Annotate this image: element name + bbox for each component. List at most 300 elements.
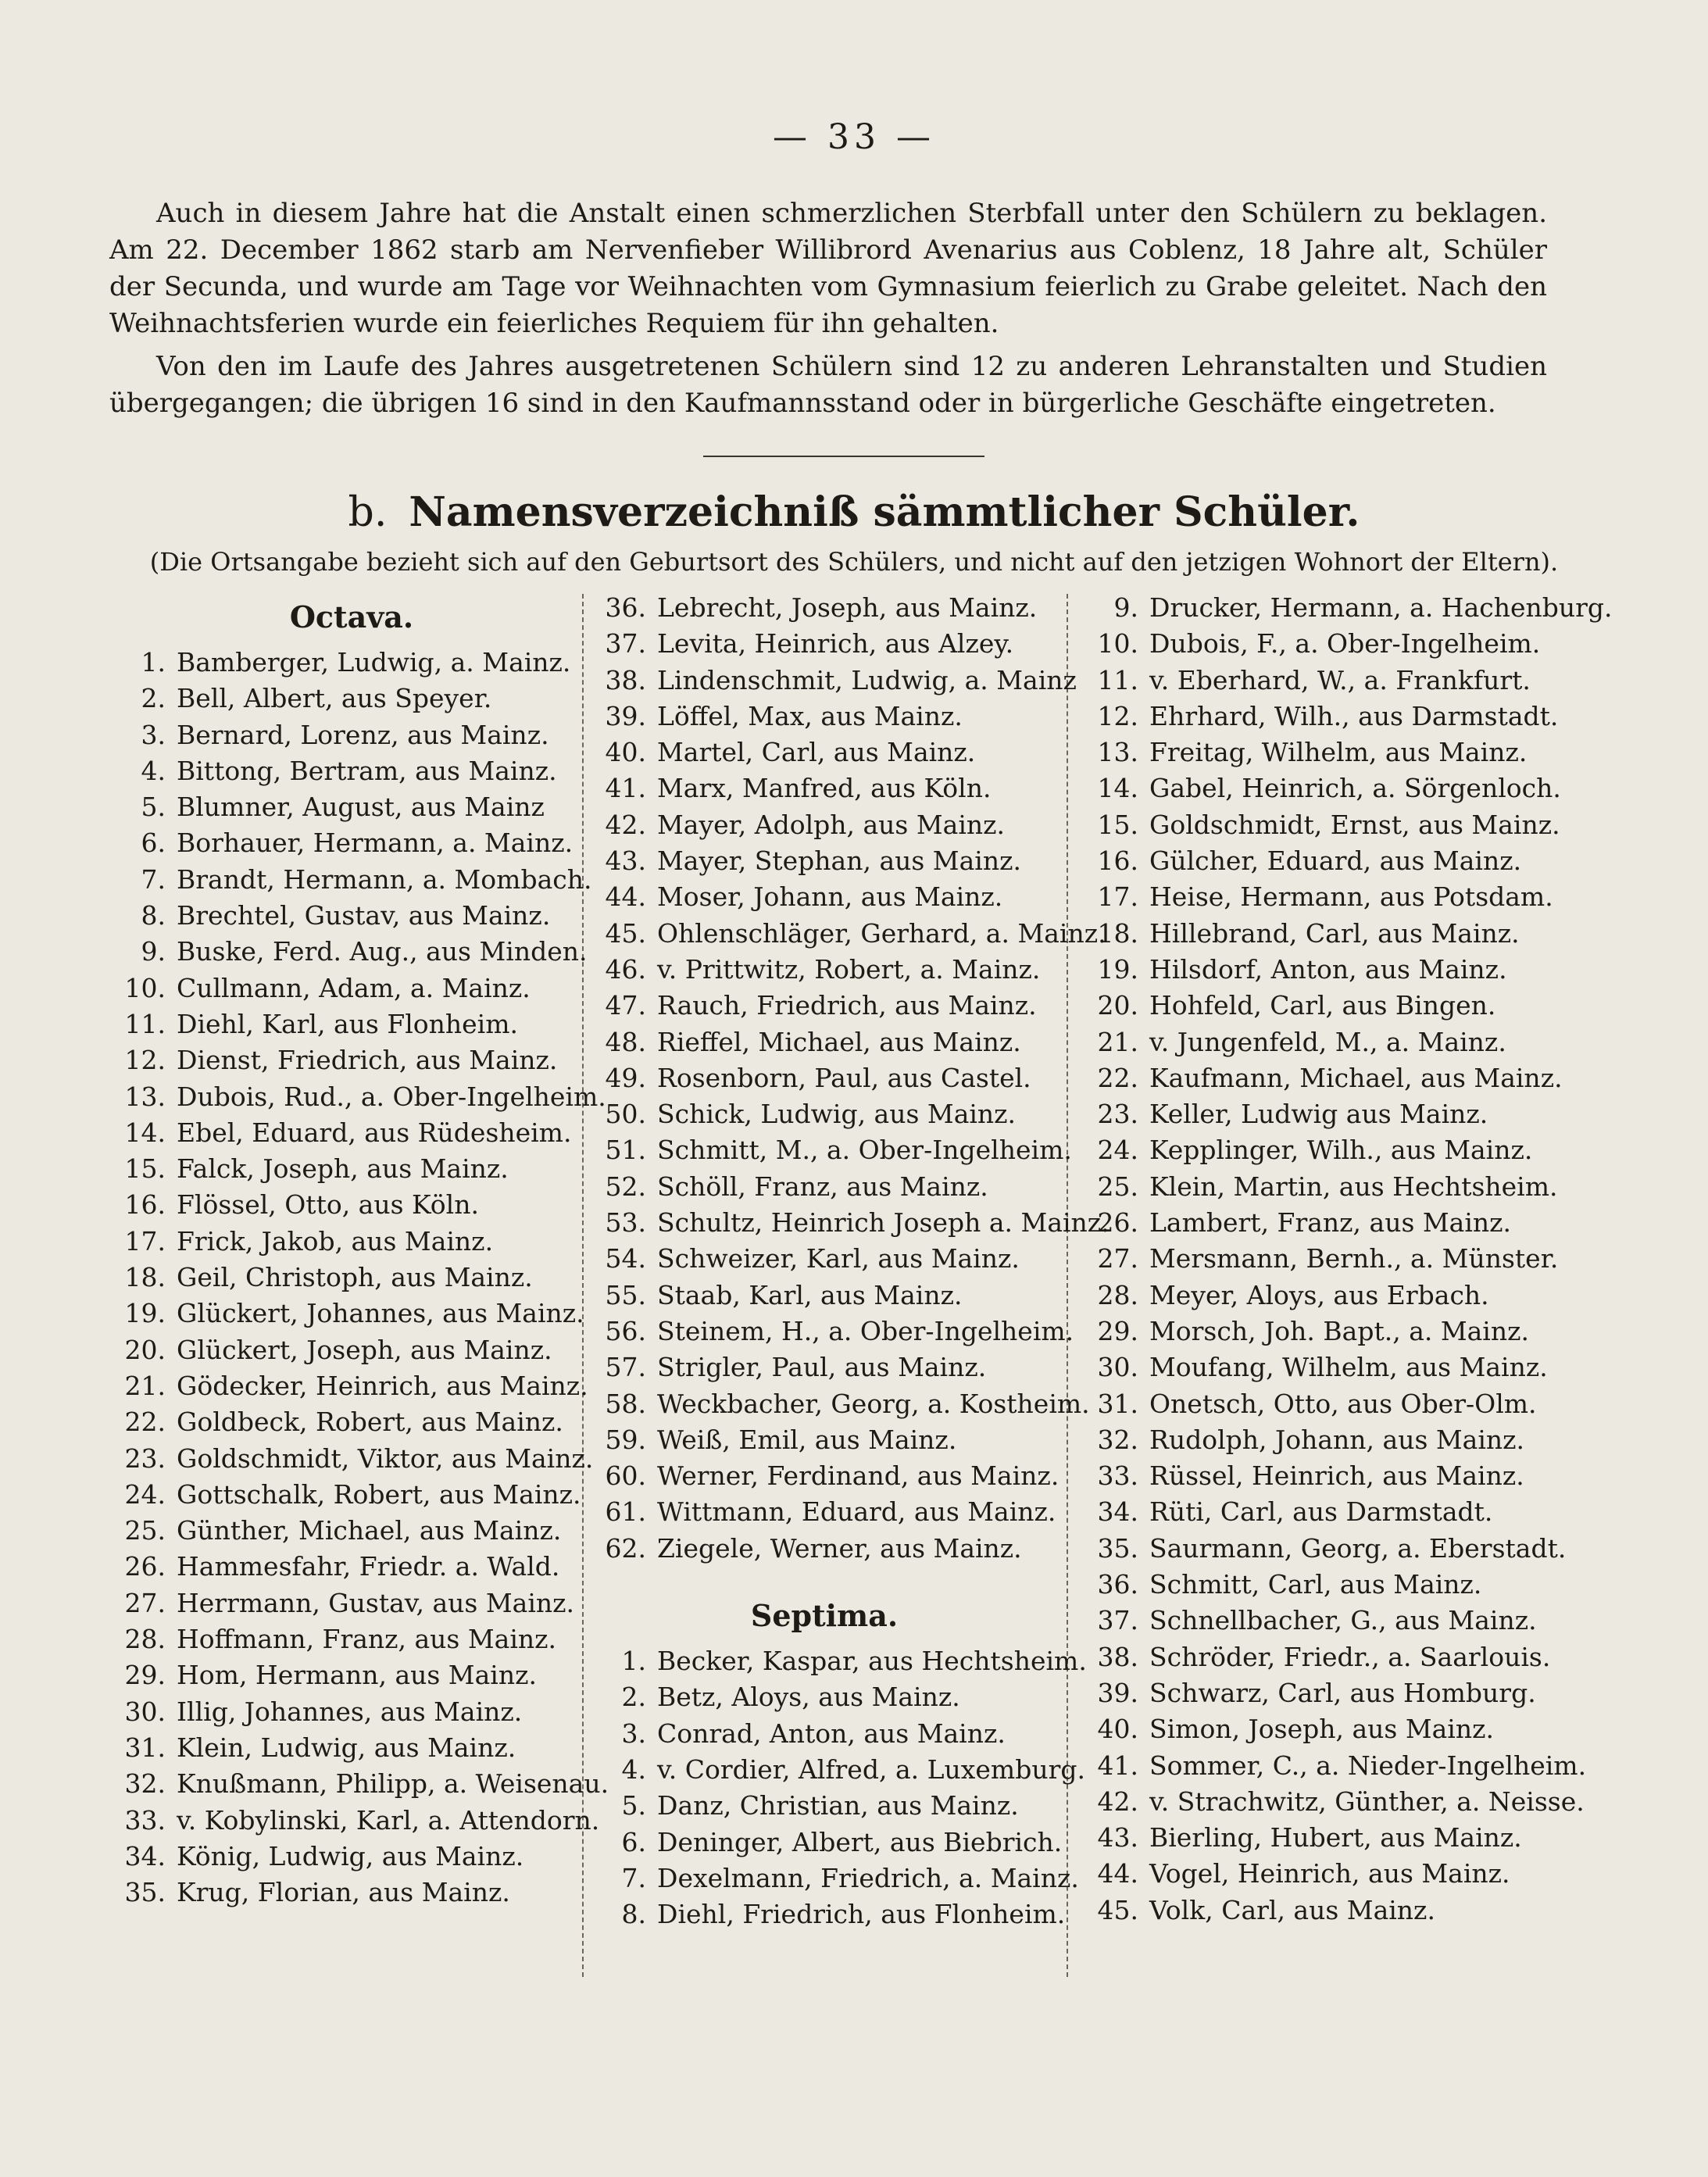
student-number: 8. [141,900,166,931]
section-title: Namensverzeichniß sämmtlicher Schüler. [409,488,1360,536]
student-entry [598,1896,1066,1932]
student-entry [117,1766,609,1802]
student-name: Knußmann, Philipp, a. Weisenau. [177,1768,609,1800]
student-number: 35. [124,1877,166,1908]
student-number: 32. [124,1768,166,1800]
student-number: 5. [621,1790,646,1821]
section-heading [0,488,1708,536]
student-name: Ebel, Eduard, aus Rüdesheim. [177,1117,572,1148]
student-name: Rudolph, Johann, aus Mainz. [1149,1424,1525,1455]
student-number: 16. [124,1189,166,1221]
student-name: Ohlenschläger, Gerhard, a. Mainz. [657,917,1106,949]
student-name: Sommer, C., a. Nieder-Ingelheim. [1149,1750,1587,1781]
student-number: 24. [124,1478,166,1510]
student-name: Schöll, Franz, aus Mainz. [657,1171,988,1202]
student-entry [1090,988,1574,1024]
student-number: 44. [1097,1858,1138,1889]
student-number: 62. [605,1532,646,1564]
septima-list-continued [1090,590,1613,1929]
student-name: Onetsch, Otto, aus Ober-Olm. [1149,1388,1537,1419]
student-name: Schwarz, Carl, aus Homburg. [1149,1677,1536,1708]
octava-list-continued [598,590,1109,1567]
student-entry [1090,1893,1574,1929]
student-number: 12. [124,1045,166,1076]
student-entry [1090,1169,1574,1205]
student-entry [1090,1820,1574,1856]
student-entry [598,1205,1109,1241]
student-name: Rosenborn, Paul, aus Castel. [657,1062,1031,1093]
student-name: Kaufmann, Michael, aus Mainz. [1149,1062,1563,1093]
student-name: Kepplinger, Wilh., aus Mainz. [1149,1135,1533,1166]
student-name: Krug, Florian, aus Mainz. [177,1877,510,1908]
student-entry [117,717,586,753]
student-entry [598,1494,1056,1530]
student-number: 36. [605,592,646,623]
student-name: Meyer, Aloys, aus Erbach. [1149,1279,1489,1310]
student-number: 17. [1097,881,1138,913]
student-number: 11. [124,1008,166,1039]
student-entry [117,1115,586,1151]
student-number: 27. [1097,1243,1138,1274]
student-number: 15. [124,1153,166,1185]
student-name: Klein, Martin, aus Hechtsheim. [1149,1171,1558,1202]
student-number: 49. [605,1062,646,1093]
student-entry [598,1422,1051,1458]
student-number: 27. [124,1587,166,1618]
student-number: 5. [141,792,166,823]
student-entry [1090,735,1574,770]
student-entry [1090,1711,1574,1747]
student-number: 8. [621,1899,646,1930]
student-name: Mayer, Stephan, aus Mainz. [657,845,1021,877]
student-number: 26. [1097,1207,1138,1239]
student-number: 23. [124,1442,166,1474]
student-number: 37. [605,628,646,660]
student-entry [117,1368,586,1404]
student-name: Gabel, Heinrich, a. Sörgenloch. [1149,773,1561,804]
student-entry [598,770,1051,806]
student-entry [598,1386,1090,1422]
student-name: Staab, Karl, aus Mainz. [657,1279,963,1310]
student-name: Bittong, Bertram, aus Mainz. [177,755,557,786]
student-name: Hammesfahr, Friedr. a. Wald. [177,1551,560,1582]
student-entry [598,1169,1051,1205]
student-number: 4. [621,1753,646,1785]
student-number: 19. [1097,953,1138,985]
student-entry [1090,1278,1574,1314]
student-entry [1090,1314,1574,1349]
student-name: Löffel, Max, aus Mainz. [657,700,963,731]
student-entry [1090,916,1574,952]
student-number: 45. [605,917,646,949]
student-name: Frick, Jakob, aus Mainz. [177,1225,494,1257]
student-number: 26. [124,1551,166,1582]
student-number: 59. [605,1424,646,1455]
student-number: 28. [1097,1279,1138,1310]
student-name: Buske, Ferd. Aug., aus Minden. [177,936,588,967]
student-entry [598,1861,1079,1896]
student-name: Heise, Hermann, aus Potsdam. [1149,881,1553,913]
student-name: Dubois, Rud., a. Ober-Ingelheim. [177,1081,606,1112]
student-number: 32. [1097,1424,1138,1455]
student-name: Lebrecht, Joseph, aus Mainz. [657,592,1038,623]
student-number: 34. [1097,1496,1138,1528]
student-name: Hillebrand, Carl, aus Mainz. [1149,917,1520,949]
student-name: Diehl, Karl, aus Flonheim. [177,1008,519,1039]
student-entry [117,1875,586,1911]
student-name: Keller, Ludwig aus Mainz. [1149,1099,1488,1130]
student-entry [117,1332,586,1368]
intro-text [109,195,1547,428]
student-entry [117,1224,586,1260]
student-entry [117,825,586,861]
student-name: Weiß, Emil, aus Mainz. [657,1424,957,1455]
student-number: 29. [1097,1315,1138,1346]
student-name: Glückert, Johannes, aus Mainz. [177,1298,584,1329]
student-entry [1090,1205,1574,1241]
student-entry [117,862,592,898]
student-number: 20. [124,1334,166,1365]
student-entry [598,699,1051,735]
student-entry [1090,1784,1585,1820]
student-entry [1090,1603,1574,1639]
student-entry [598,916,1106,952]
student-number: 42. [1097,1786,1138,1817]
student-entry [1090,699,1574,735]
student-number: 19. [124,1298,166,1329]
student-name: Mayer, Adolph, aus Mainz. [657,809,1006,840]
student-number: 1. [621,1646,646,1677]
student-number: 42. [605,809,646,840]
student-number: 43. [605,845,646,877]
student-entry [1090,1748,1587,1784]
student-name: Weckbacher, Georg, a. Kostheim. [657,1388,1090,1419]
student-number: 61. [605,1496,646,1528]
student-name: Conrad, Anton, aus Mainz. [657,1718,1006,1749]
student-entry [598,1531,1051,1567]
student-number: 39. [1097,1677,1138,1708]
student-entry [598,626,1051,662]
student-entry [1090,1856,1574,1892]
student-entry [1090,663,1574,699]
student-number: 22. [124,1407,166,1438]
student-entry [598,1132,1072,1168]
student-name: Dienst, Friedrich, aus Mainz. [177,1045,558,1076]
student-entry [1090,1349,1574,1385]
student-entry [598,1643,1087,1679]
student-number: 14. [1097,773,1138,804]
student-name: Wittmann, Eduard, aus Mainz. [657,1496,1056,1528]
student-name: Saurmann, Georg, a. Eberstadt. [1149,1532,1567,1564]
student-entry [117,1296,586,1332]
section-divider [703,456,984,457]
student-name: v. Strachwitz, Günther, a. Neisse. [1149,1786,1585,1817]
student-name: Mersmann, Bernh., a. Münster. [1149,1243,1559,1274]
student-entry [117,1477,586,1513]
student-entry [598,1349,1051,1385]
student-entry [117,934,586,970]
student-number: 33. [1097,1460,1138,1492]
student-name: Blumner, August, aus Mainz [177,792,545,823]
student-name: Rieffel, Michael, aus Mainz. [657,1026,1021,1057]
student-entry [598,1060,1051,1096]
student-number: 23. [1097,1099,1138,1130]
student-entry [117,789,586,825]
student-number: 36. [1097,1569,1138,1600]
student-entry [117,971,586,1006]
student-entry [1090,1639,1574,1675]
student-name: Goldbeck, Robert, aus Mainz. [177,1407,563,1438]
student-number: 22. [1097,1062,1138,1093]
student-entry [117,1260,586,1296]
student-name: Goldschmidt, Viktor, aus Mainz. [177,1442,594,1474]
student-name: Rüssel, Heinrich, aus Mainz. [1149,1460,1524,1492]
student-name: Brechtel, Gustav, aus Mainz. [177,900,551,931]
section-letter: b. [348,489,388,536]
student-number: 21. [1097,1026,1138,1057]
student-entry [1090,1422,1574,1458]
student-number: 30. [1097,1352,1138,1383]
student-name: Hom, Hermann, aus Mainz. [177,1660,537,1691]
student-name: Illig, Johannes, aus Mainz. [177,1696,523,1727]
student-number: 38. [1097,1641,1138,1672]
student-entry [117,1042,586,1078]
student-number: 51. [605,1135,646,1166]
student-name: v. Eberhard, W., a. Frankfurt. [1149,664,1531,695]
student-name: Volk, Carl, aus Mainz. [1149,1894,1435,1925]
section-note: (Die Ortsangabe bezieht sich auf den Geburtsort des Schülers, und nicht auf den jetzigen Wohnort der Eltern). [149,547,1559,577]
student-entry [1090,626,1574,662]
student-entry [1090,1567,1574,1603]
student-number: 39. [605,700,646,731]
student-entry [117,1187,586,1223]
student-name: Bell, Albert, aus Speyer. [177,683,492,714]
student-number: 35. [1097,1532,1138,1564]
student-entry [117,1585,586,1621]
student-entry [1090,1531,1574,1567]
student-name: Hoffmann, Franz, aus Mainz. [177,1624,557,1655]
student-name: Bamberger, Ludwig, a. Mainz. [177,647,571,677]
student-name: Moufang, Wilhelm, aus Mainz. [1149,1352,1548,1383]
student-number: 9. [1113,592,1138,623]
student-number: 6. [141,828,166,859]
student-number: 57. [605,1352,646,1383]
student-name: Schmitt, Carl, aus Mainz. [1149,1569,1482,1600]
student-entry [117,645,586,681]
student-entry [117,1404,586,1440]
student-name: v. Jungenfeld, M., a. Mainz. [1149,1026,1506,1057]
octava-list [117,645,609,1911]
student-number: 55. [605,1279,646,1310]
student-number: 24. [1097,1135,1138,1166]
page-number: — 33 — [773,117,935,157]
student-number: 46. [605,953,646,985]
student-number: 47. [605,990,646,1021]
student-entry [598,735,1051,770]
student-number: 50. [605,1099,646,1130]
student-name: Marx, Manfred, aus Köln. [657,773,992,804]
student-entry [117,1621,586,1657]
student-number: 52. [605,1171,646,1202]
intro-paragraph: Auch in diesem Jahre hat die Anstalt einen schmerzlichen Sterbfall unter den Schülern zu beklagen. Am 22. December 1862 starb am Nervenfieber Willibrord Avenarius aus Coblenz, 18 Jahre alt, Schüler der Secunda, und wurde am Tage vor Weihnachten vom Gymnasium feierlich zu Grabe geleitet. Nach den Weihnachtsferien wurde ein feierliches Requiem für ihn gehalten. [109,198,1547,339]
student-entry [598,952,1051,988]
student-name: Cullmann, Adam, a. Mainz. [177,972,531,1003]
student-name: Rauch, Friedrich, aus Mainz. [657,990,1037,1021]
student-entry [117,753,586,789]
student-entry [117,1694,586,1730]
student-entry [598,879,1051,915]
student-entry [598,1752,1085,1788]
student-entry [598,1096,1051,1132]
student-name: Betz, Aloys, aus Mainz. [657,1682,960,1713]
student-name: Drucker, Hermann, a. Hachenburg. [1149,592,1613,623]
student-number: 3. [621,1718,646,1749]
student-name: Vogel, Heinrich, aus Mainz. [1149,1858,1510,1889]
student-name: Glückert, Joseph, aus Mainz. [177,1334,552,1365]
student-name: Gülcher, Eduard, aus Mainz. [1149,845,1522,877]
student-name: Hohfeld, Carl, aus Bingen. [1149,990,1496,1021]
student-entry [598,1314,1074,1349]
student-entry [598,1024,1051,1060]
student-name: Deninger, Albert, aus Biebrich. [657,1826,1063,1857]
septima-list [598,1643,1087,1932]
student-entry [117,1441,594,1477]
student-number: 28. [124,1624,166,1655]
student-name: Schnellbacher, G., aus Mainz. [1149,1605,1537,1636]
student-name: König, Ludwig, aus Mainz. [177,1840,524,1871]
student-number: 38. [605,664,646,695]
student-number: 13. [124,1081,166,1112]
student-number: 12. [1097,700,1138,731]
student-number: 33. [124,1804,166,1836]
student-entry [598,843,1051,879]
student-number: 43. [1097,1822,1138,1853]
student-number: 48. [605,1026,646,1057]
student-entry [598,1788,1051,1824]
student-number: 54. [605,1243,646,1274]
student-name: Martel, Carl, aus Mainz. [657,737,976,768]
student-number: 60. [605,1460,646,1492]
student-number: 25. [124,1515,166,1546]
student-number: 31. [1097,1388,1138,1419]
student-number: 16. [1097,845,1138,877]
student-entry [117,1803,600,1839]
student-name: Simon, Joseph, aus Mainz. [1149,1714,1494,1745]
student-name: Schultz, Heinrich Joseph a. Mainz. [657,1207,1109,1239]
student-name: Schmitt, M., a. Ober-Ingelheim. [657,1135,1072,1166]
student-number: 34. [124,1840,166,1871]
student-entry [117,1730,586,1766]
student-name: Dexelmann, Friedrich, a. Mainz. [657,1862,1079,1893]
student-name: Strigler, Paul, aus Mainz. [657,1352,987,1383]
student-name: Werner, Ferdinand, aus Mainz. [657,1460,1059,1492]
student-name: Diehl, Friedrich, aus Flonheim. [657,1899,1066,1930]
student-name: Morsch, Joh. Bapt., a. Mainz. [1149,1315,1529,1346]
student-name: Goldschmidt, Ernst, aus Mainz. [1149,809,1560,840]
student-entry [1090,1458,1574,1494]
student-entry [1090,952,1574,988]
student-name: Flössel, Otto, aus Köln. [177,1189,479,1221]
student-entry [1090,807,1574,843]
intro-paragraph: Von den im Laufe des Jahres ausgetretenen Schülern sind 12 zu anderen Lehranstalten und Studien übergegangen; die übrigen 16 sind in den Kaufmannsstand oder in bürgerliche Geschäfte eingetreten. [109,351,1547,419]
student-name: v. Kobylinski, Karl, a. Attendorn. [177,1804,600,1836]
student-entry [117,1006,586,1042]
column-2 [598,590,1109,1981]
student-name: Levita, Heinrich, aus Alzey. [657,628,1014,660]
student-number: 2. [621,1682,646,1713]
student-name: Geil, Christoph, aus Mainz. [177,1262,533,1293]
student-name: Schröder, Friedr., a. Saarlouis. [1149,1641,1551,1672]
student-name: Gödecker, Heinrich, aus Mainz. [177,1370,588,1401]
student-entry [117,1839,586,1875]
student-number: 25. [1097,1171,1138,1202]
student-name: Herrmann, Gustav, aus Mainz. [177,1587,575,1618]
student-number: 4. [141,755,166,786]
student-entry [117,898,586,934]
student-entry [117,681,586,717]
student-name: Lindenschmit, Ludwig, a. Mainz [657,664,1077,695]
column-3 [1090,590,1613,1981]
student-number: 9. [141,936,166,967]
student-number: 15. [1097,809,1138,840]
student-number: 2. [141,683,166,714]
student-entry [1090,1060,1574,1096]
student-number: 21. [124,1370,166,1401]
student-name: Falck, Joseph, aus Mainz. [177,1153,509,1185]
student-entry [117,1079,606,1115]
student-entry [1090,1241,1574,1277]
student-name: Dubois, F., a. Ober-Ingelheim. [1149,628,1541,660]
student-number: 41. [605,773,646,804]
student-number: 7. [141,863,166,895]
student-number: 11. [1097,664,1138,695]
student-entry [1090,1024,1574,1060]
student-number: 13. [1097,737,1138,768]
student-entry [598,1241,1051,1277]
student-name: Gottschalk, Robert, aus Mainz. [177,1478,581,1510]
student-entry [598,1679,1051,1715]
student-name: Bernard, Lorenz, aus Mainz. [177,719,549,750]
student-name: Brandt, Hermann, a. Mombach. [177,863,592,895]
student-name: Schick, Ludwig, aus Mainz. [657,1099,1017,1130]
student-name: Danz, Christian, aus Mainz. [657,1790,1019,1821]
student-number: 30. [124,1696,166,1727]
student-entry [1090,590,1613,626]
student-entry [598,807,1051,843]
student-number: 10. [124,972,166,1003]
student-name: Schweizer, Karl, aus Mainz. [657,1243,1020,1274]
student-number: 10. [1097,628,1138,660]
student-number: 40. [1097,1714,1138,1745]
student-name: Rüti, Carl, aus Darmstadt. [1149,1496,1493,1528]
student-number: 6. [621,1826,646,1857]
student-number: 45. [1097,1894,1138,1925]
student-number: 14. [124,1117,166,1148]
student-entry [598,590,1051,626]
student-name: Bierling, Hubert, aus Mainz. [1149,1822,1522,1853]
student-name: v. Prittwitz, Robert, a. Mainz. [657,953,1041,985]
student-entry [1090,1132,1574,1168]
student-number: 18. [1097,917,1138,949]
student-name: Ehrhard, Wilh., aus Darmstadt. [1149,700,1559,731]
student-number: 3. [141,719,166,750]
student-number: 37. [1097,1605,1138,1636]
student-entry [1090,1494,1574,1530]
student-name: v. Cordier, Alfred, a. Luxemburg. [657,1753,1085,1785]
student-entry [1090,1386,1574,1422]
student-entry [1090,770,1574,806]
student-entry [1090,1096,1574,1132]
